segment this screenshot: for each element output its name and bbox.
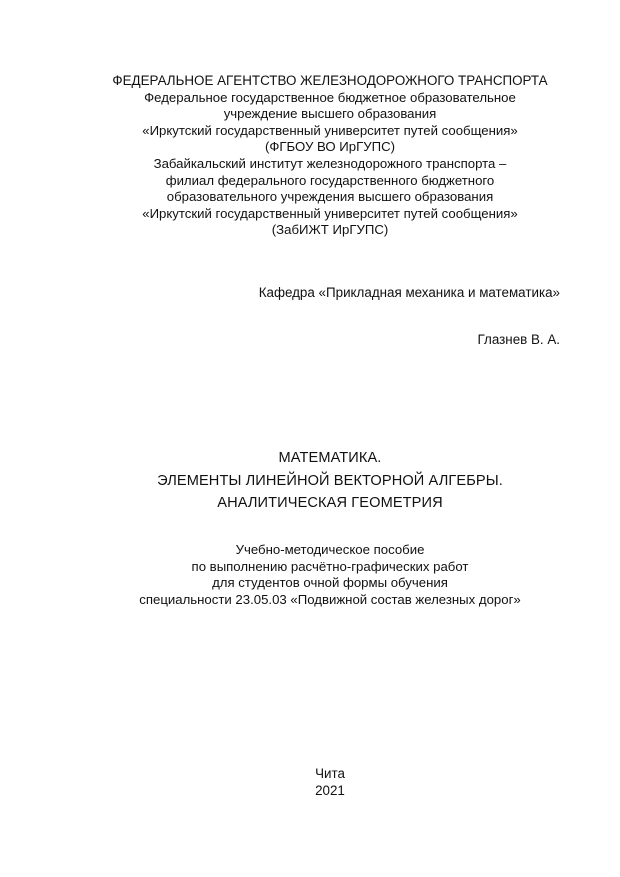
subtitle-line: Учебно-методическое пособие [235, 542, 425, 557]
publication-info [40, 765, 620, 799]
document-title [40, 447, 620, 515]
author-name: Глазнев В. А. [477, 332, 560, 347]
title-line: АНАЛИТИЧЕСКАЯ ГЕОМЕТРИЯ [217, 495, 443, 511]
subtitle-line: для студентов очной формы обучения [212, 575, 448, 591]
header-line: образовательного учреждения высшего образования [166, 189, 494, 205]
header-line: ФЕДЕРАЛЬНОЕ АГЕНТСТВО ЖЕЛЕЗНОДОРОЖНОГО ТРАНСПОРТА [112, 73, 548, 88]
document-subtitle [40, 542, 620, 608]
header-line: Федеральное государственное бюджетное образовательное [144, 89, 516, 105]
institution-header [60, 73, 600, 239]
header-line: «Иркутский государственный университет путей сообщения» [142, 205, 518, 221]
title-line: ЭЛЕМЕНТЫ ЛИНЕЙНОЙ ВЕКТОРНОЙ АЛГЕБРЫ. [157, 472, 503, 489]
header-line: филиал федерального государственного бюджетного [165, 172, 495, 188]
subtitle-line: по выполнению расчётно-графических работ [191, 558, 469, 574]
subtitle-line: специальности 23.05.03 «Подвижной состав железных дорог» [139, 591, 521, 607]
publication-year: 2021 [315, 783, 345, 798]
header-line: «Иркутский государственный университет путей сообщения» [142, 122, 518, 138]
publication-city: Чита [315, 766, 345, 781]
header-line: учреждение высшего образования [223, 106, 437, 122]
title-line: МАТЕМАТИКА. [278, 450, 382, 466]
header-line: (ФГБОУ ВО ИрГУПС) [264, 139, 396, 155]
header-line: (ЗабИЖТ ИрГУПС) [271, 222, 389, 238]
header-line: Забайкальский институт железнодорожного транспорта – [153, 155, 507, 171]
department-name: Кафедра «Прикладная механика и математика» [258, 285, 560, 300]
